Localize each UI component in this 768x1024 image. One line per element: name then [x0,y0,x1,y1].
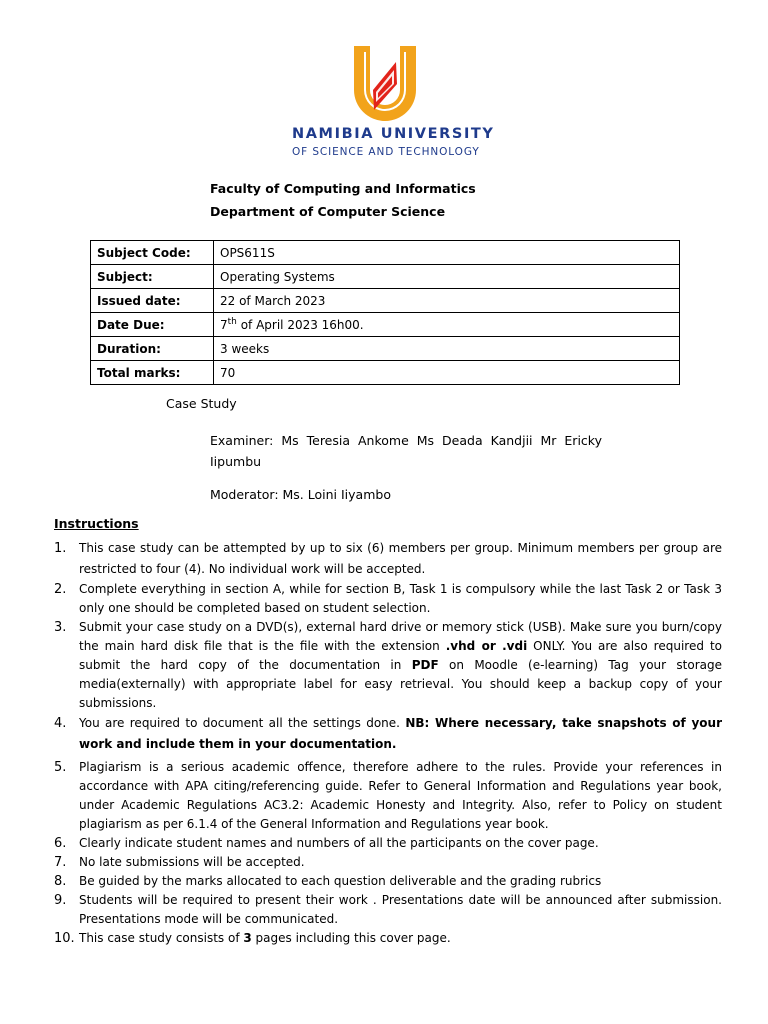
item-text: Complete everything in section A, while for section B, Task 1 is compulsory while the last Task 2 or Task 3 only one should be completed based on student selection. [79,582,722,615]
item-number: 3. [54,620,67,635]
item-number: 10. [54,931,75,946]
row-value: 22 of March 2023 [214,289,680,313]
item-text: Clearly indicate student names and numbers of all the participants on the cover page. [79,836,599,850]
table-row [91,289,680,313]
item-number: 1. [54,541,67,556]
list-item [54,891,722,929]
table-row [91,313,680,337]
row-label: Subject: [91,265,214,289]
moderator-line: Moderator: Ms. Loini Iiyambo [210,487,391,502]
item-number: 5. [54,760,67,775]
due-rest: of April 2023 16h00. [236,318,364,332]
row-label: Total marks: [91,361,214,385]
university-name: NAMIBIA UNIVERSITY [292,126,495,142]
examiner-line: Examiner: Ms Teresia Ankome Ms Deada Kandjii Mr Ericky Iipumbu [210,433,602,469]
list-item [54,834,722,853]
list-item [54,853,722,872]
table-row [91,337,680,361]
item-number: 6. [54,836,67,851]
row-value: OPS611S [214,241,680,265]
list-item [54,618,722,713]
item-number: 2. [54,582,67,597]
row-value: 3 weeks [214,337,680,361]
row-label: Duration: [91,337,214,361]
list-item [54,580,722,618]
item-text: You are required to document all the settings done. [79,716,406,730]
faculty-name: Faculty of Computing and Informatics [210,181,476,196]
page-count: 3 [243,931,252,945]
university-subtitle: OF SCIENCE AND TECHNOLOGY [292,146,480,158]
item-text: on Moodle (e-learning) Tag your storage media(externally) with appropriate label for easy retrieval. You should keep a backup copy of your submissions. [79,658,723,710]
item-text: Plagiarism is a serious academic offence, therefore adhere to the rules. Provide your references in accordance with APA citing/referencing guide. Refer to General Information and Regulations year book, under Academic Regulations AC3.2: Academic Honesty and Integrity. Also, refer to Policy on student plagiarism as per 6.1.4 of the General Information and Regulations year book. [79,760,722,831]
nb-text: NB: Where necessary, take snapshots of your work and include them in your documentation. [79,716,722,751]
instructions-heading: Instructions [54,516,139,531]
department-name: Department of Computer Science [210,204,446,219]
row-label: Issued date: [91,289,214,313]
row-value: 70 [214,361,680,385]
item-number: 9. [54,893,67,908]
row-label: Subject Code: [91,241,214,265]
item-number: 4. [54,716,67,731]
case-study-label: Case Study [166,396,237,411]
item-text: Submit your case study on a DVD(s), external hard drive or memory stick (USB). Make sure you burn/copy the main hard disk file that is the file with the extension [79,620,722,653]
item-text: Be guided by the marks allocated to each question deliverable and the grading rubrics [79,874,602,888]
table-row [91,265,680,289]
instructions-list [54,538,722,948]
subject-info-table [90,240,680,385]
item-number: 8. [54,874,67,889]
extension-text: .vhd or .vdi [445,639,528,653]
pdf-text: PDF [411,658,439,672]
table-row [91,241,680,265]
item-text: This case study consists of [79,931,244,945]
list-item [54,538,722,580]
due-day: 7 [220,318,228,332]
row-label: Date Due: [91,313,214,337]
item-text: This case study can be attempted by up to six (6) members per group. Minimum members per group are restricted to four (4). No individual work will be accepted. [79,541,722,576]
list-item [54,872,722,891]
row-value [214,313,680,337]
item-text: pages including this cover page. [251,931,451,945]
table-row [91,361,680,385]
list-item [54,713,722,755]
item-text: ONLY. You are also required to submit the hard copy of the documentation in [79,639,722,672]
due-day-suffix: th [227,317,237,327]
item-text: Students will be required to present their work . Presentations date will be announced after submission. Presentations mode will be communicated. [79,893,722,926]
university-logo [340,40,430,130]
list-item [54,758,722,834]
row-value: Operating Systems [214,265,680,289]
item-number: 7. [54,855,67,870]
item-text: No late submissions will be accepted. [79,855,305,869]
list-item [54,929,722,948]
